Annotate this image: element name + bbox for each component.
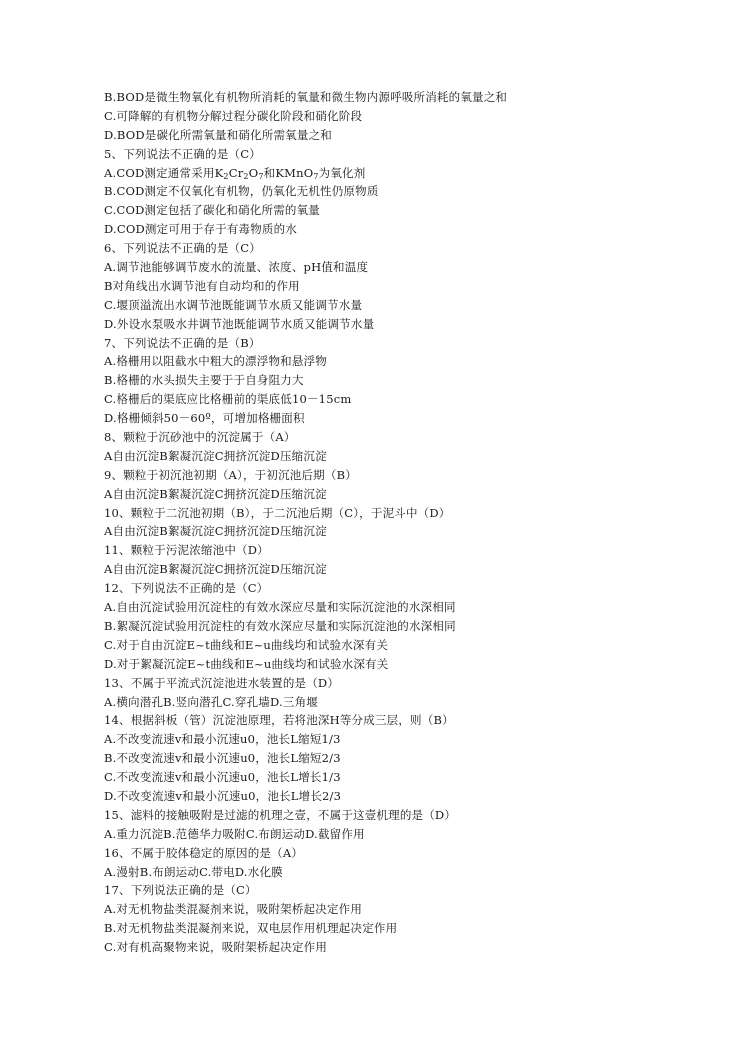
text-line: B.不改变流速v和最小沉速u0，池长L缩短2/3 [104,751,341,766]
text-line: C.对于自由沉淀E~t曲线和E~u曲线均和试验水深有关 [104,637,389,652]
text-line: 15、滤料的接触吸附是过滤的机理之壹，不属于这壹机理的是（D） [104,807,457,822]
text-line: 13、不属于平流式沉淀池进水装置的是（D） [104,675,340,690]
document-body [104,88,704,957]
text-line: C.不改变流速v和最小沉速u0，池长L增长1/3 [104,770,341,785]
text-line: 14、根据斜板（管）沉淀池原理，若将池深H等分成三层，则（B） [104,713,454,728]
text-line: A.自由沉淀试验用沉淀柱的有效水深应尽量和实际沉淀池的水深相同 [104,600,456,615]
text-line: A自由沉淀B絮凝沉淀C拥挤沉淀D压缩沉淀 [104,486,327,501]
text-line: A自由沉淀B絮凝沉淀C拥挤沉淀D压缩沉淀 [104,524,327,539]
text-line: A自由沉淀B絮凝沉淀C拥挤沉淀D压缩沉淀 [104,448,327,463]
text-line: B.格栅的水头损失主要于于自身阻力大 [104,373,304,388]
text-line: 5、下列说法不正确的是（C） [104,146,261,161]
text-line: A.不改变流速v和最小沉速u0，池长L缩短1/3 [104,732,341,747]
text-line: C.格栅后的渠底应比格栅前的渠底低10－15cm [104,392,352,407]
text-line: B.COD测定不仅氧化有机物，仍氧化无机性仍原物质 [104,184,379,199]
text-line: 10、颗粒于二沉池初期（B），于二沉池后期（C），于泥斗中（D） [104,505,451,520]
text-line: 8、颗粒于沉砂池中的沉淀属于（A） [104,430,296,445]
text-line: C.堰顶溢流出水调节池既能调节水质又能调节水量 [104,297,363,312]
text-line: B.BOD是微生物氧化有机物所消耗的氧量和微生物内源呼吸所消耗的氧量之和 [104,90,508,104]
text-line: D.格栅倾斜50－60º，可增加格栅面积 [104,411,305,426]
text-line: D.COD测定可用于存于有毒物质的水 [104,222,298,237]
text-line: 7、下列说法不正确的是（B） [104,335,261,350]
text-line: A.对无机物盐类混凝剂来说，吸附架桥起决定作用 [104,902,363,917]
text-line: A.横向潜孔B.竖向潜孔C.穿孔墙D.三角堰 [104,694,318,709]
text-line: A.COD测定通常采用$K_2Cr_2O_7$和KMnO$_7$为氧化剂 [104,165,366,181]
text-line: 17、下列说法正确的是（C） [104,883,257,898]
text-line: A自由沉淀B絮凝沉淀C拥挤沉淀D压缩沉淀 [104,562,327,577]
text-line: C.可降解的有机物分解过程分碳化阶段和硝化阶段 [104,108,363,123]
text-line: A.漫射B.布朗运动C.带电D.水化膜 [104,864,283,879]
text-line: B对角线出水调节池有自动均和的作用 [104,278,300,293]
text-line: A.重力沉淀B.范德华力吸附C.布朗运动D.截留作用 [104,826,365,841]
text-line: 9、颗粒于初沉池初期（A），于初沉池后期（B） [104,467,357,482]
text-line: D.不改变流速v和最小沉速u0，池长L增长2/3 [104,788,342,803]
text-line: A.格栅用以阻截水中粗大的漂浮物和悬浮物 [104,354,327,369]
text-line: B.对无机物盐类混凝剂来说，双电层作用机理起决定作用 [104,921,398,936]
text-line: D.对于絮凝沉淀E~t曲线和E~u曲线均和试验水深有关 [104,656,389,671]
text-line: 6、下列说法不正确的是（C） [104,241,261,256]
text-line: A.调节池能够调节废水的流量、浓度、pH值和温度 [104,260,369,275]
text-line: D.外设水泵吸水井调节池既能调节水质又能调节水量 [104,316,375,331]
text-line: C.COD测定包括了碳化和硝化所需的氧量 [104,203,320,218]
text-line: 11、颗粒于污泥浓缩池中（D） [104,543,269,558]
text-line: 12、下列说法不正确的是（C） [104,581,269,596]
text-line: B.絮凝沉淀试验用沉淀柱的有效水深应尽量和实际沉淀池的水深相同 [104,618,456,633]
text-line: 16、不属于胶体稳定的原因的是（A） [104,845,304,860]
text-line: D.BOD是碳化所需氧量和硝化所需氧量之和 [104,127,332,142]
text-line: C.对有机高聚物来说，吸附架桥起决定作用 [104,940,328,955]
